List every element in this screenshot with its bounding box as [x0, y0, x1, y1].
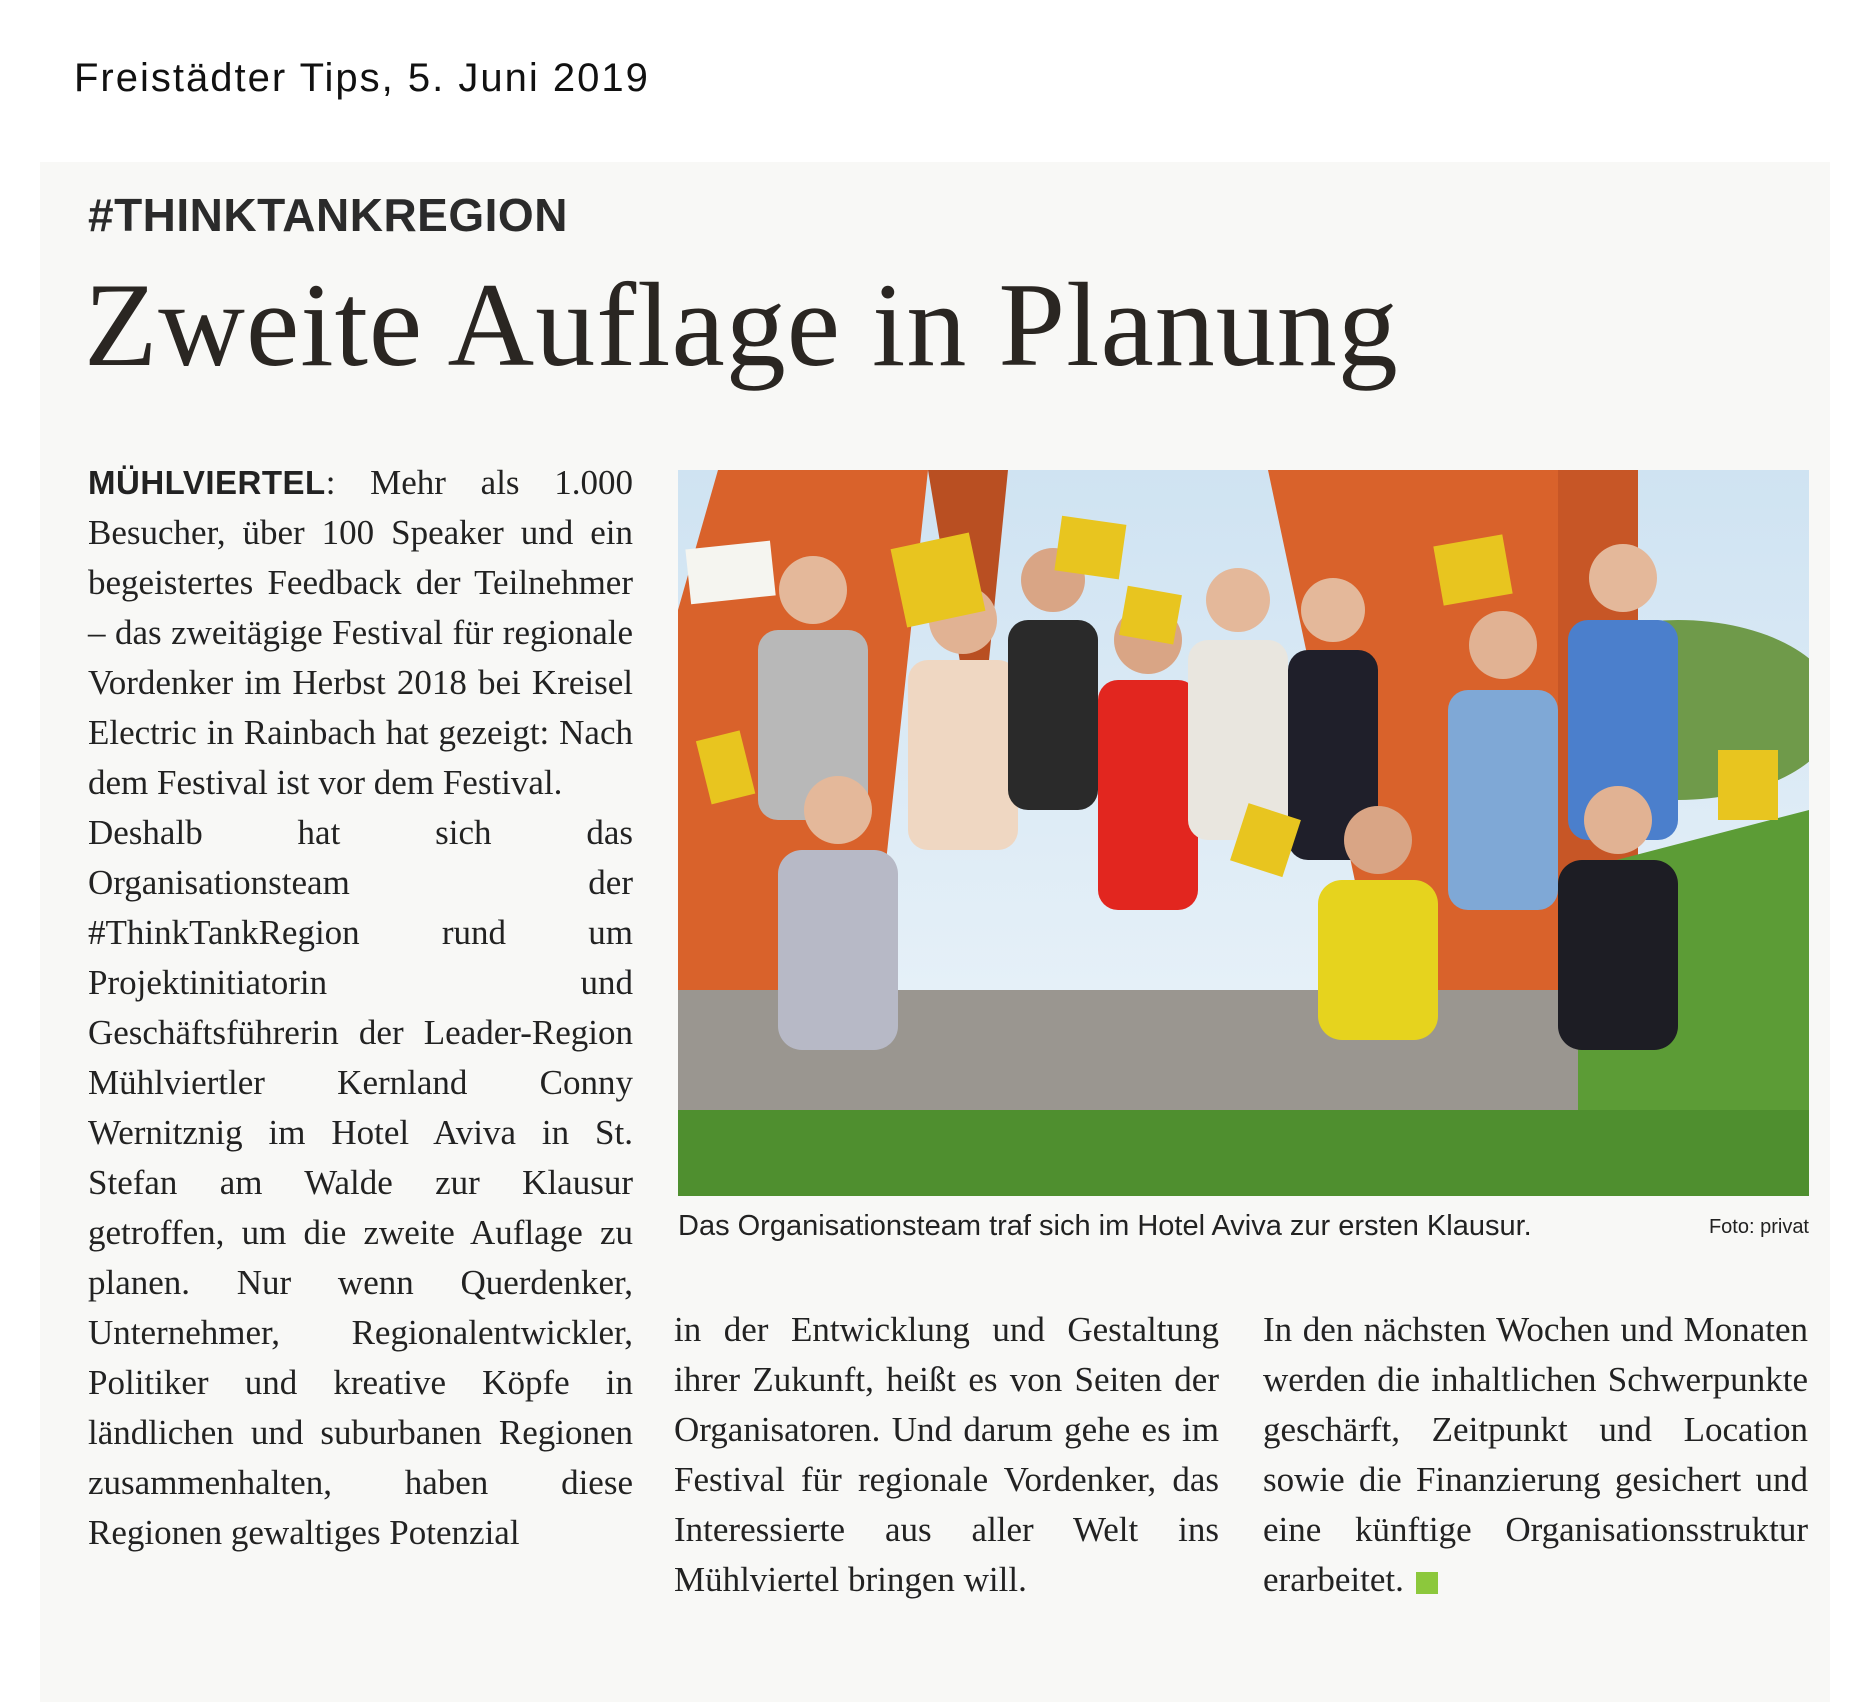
article-kicker: #THINKTANKREGION	[88, 189, 568, 241]
photo-credit: Foto: privat	[1708, 1216, 1809, 1238]
grass	[678, 1110, 1809, 1196]
source-line: Freistädter Tips, 5. Juni 2019	[74, 56, 650, 100]
article-paragraph-2: Deshalb hat sich das Organisationsteam der #ThinkTankRegion rund um Projektinitiatorin und Geschäftsführerin der Leader-Region Mühlviertler Kernland Conny Wernitznig im Hotel Aviva in St. Stefan am Walde zur Klausur getroffen, um die zweite Auflage zu planen. Nur wenn Querdenker, Unternehmer, Regionalentwickler, Politiker und kreative Köpfe in ländlichen und suburbanen Regionen zusammenhalten, haben diese Regionen gewaltiges Potenzial	[88, 813, 633, 1552]
article-headline: Zweite Auflage in Planung	[84, 258, 1399, 391]
article-paragraph-3: in der Entwicklung und Gestaltung ihrer Zukunft, heißt es von Seiten der Organisatoren. Und darum gehe es im Festival für regionale Vordenker, das Interessierte aus aller Welt ins Mühlviertel bringen will.	[674, 1310, 1219, 1599]
group-photo-illustration	[678, 470, 1809, 1196]
article-column-1	[88, 458, 633, 1558]
article-column-2	[674, 1305, 1219, 1605]
article-paragraph-4	[1263, 1305, 1808, 1605]
end-mark-square	[1416, 1572, 1438, 1594]
article-column-3	[1263, 1305, 1808, 1605]
photo-caption: Das Organisationsteam traf sich im Hotel Aviva zur ersten Klausur.	[678, 1210, 1532, 1242]
article-closing-text: In den nächsten Wochen und Monaten werden die inhaltlichen Schwerpunkte geschärft, Zeitpunkt und Location sowie die Finanzierung gesichert und eine künftige Organisationsstruktur erarbeitet.	[1263, 1310, 1808, 1599]
article-dateline: MÜHLVIERTEL	[88, 464, 326, 501]
article-paragraph-1	[88, 458, 633, 808]
group-photo	[678, 470, 1809, 1196]
article-lead-text: : Mehr als 1.000 Besucher, über 100 Speaker und ein begeistertes Feedback der Teilnehmer – das zweitägige Festival für regionale Vordenker im Herbst 2018 bei Kreisel Electric in Rainbach hat gezeigt: Nach dem Festival ist vor dem Festival.	[88, 463, 633, 802]
newspaper-clipping	[40, 162, 1830, 1702]
